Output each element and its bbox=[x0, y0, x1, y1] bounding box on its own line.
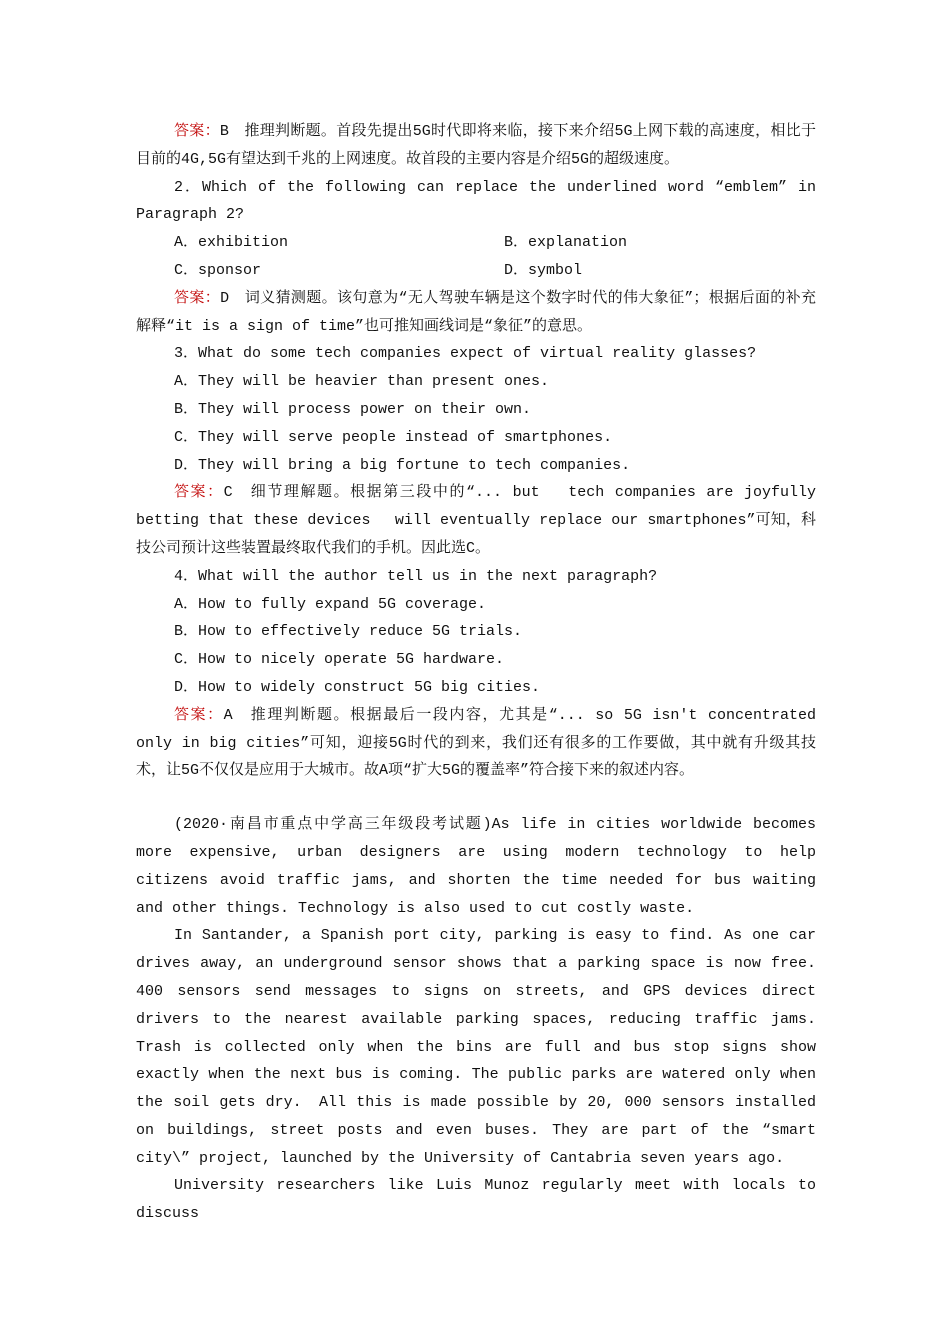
q2-options-row-1 bbox=[136, 229, 816, 257]
answer-label: 答案： bbox=[174, 484, 224, 502]
q4-option-c: C．How to nicely operate 5G hardware. bbox=[174, 651, 505, 669]
q2-answer bbox=[136, 285, 816, 341]
answer-label: 答案： bbox=[174, 706, 224, 724]
q4-option-a: A．How to fully expand 5G coverage. bbox=[174, 595, 487, 613]
q3-option-a: A．They will be heavier than present ones. bbox=[174, 373, 550, 391]
q2-option-b: B．explanation bbox=[504, 234, 628, 252]
answer-text: D 词义猜测题。该句意为“无人驾驶车辆是这个数字时代的伟大象征”；根据后面的补充解释“it is a sign of time”也可推知画线词是“象征”的意思。 bbox=[136, 289, 816, 335]
q2-option-c: C．sponsor bbox=[174, 261, 262, 279]
q3-option-d: D．They will bring a big fortune to tech companies. bbox=[174, 456, 631, 474]
q3-answer bbox=[136, 479, 816, 562]
section-gap bbox=[136, 785, 816, 811]
q2-option-d: D．symbol bbox=[504, 261, 583, 279]
q4-option-b: B．How to effectively reduce 5G trials. bbox=[174, 623, 523, 641]
q1-answer bbox=[136, 118, 816, 174]
q3-option-c: C．They will serve people instead of smartphones. bbox=[174, 428, 613, 446]
q3-stem: 3．What do some tech companies expect of virtual reality glasses? bbox=[174, 345, 757, 363]
q4-answer bbox=[136, 702, 816, 785]
answer-text: B 推理判断题。首段先提出5G时代即将来临，接下来介绍5G上网下载的高速度，相比于目前的4G,5G有望达到千兆的上网速度。故首段的主要内容是介绍5G的超级速度。 bbox=[136, 123, 816, 168]
q4-option-d: D．How to widely construct 5G big cities. bbox=[174, 678, 541, 696]
q4-stem: 4．What will the author tell us in the next paragraph? bbox=[174, 567, 658, 585]
passage-paragraph-1: (2020·南昌市重点中学高三年级段考试题)As life in cities worldwide becomes more expensive, urban designers are using modern technology to help citizens avoid traffic jams, and shorten the time needed for bus waiting and other things. Technology is also used to cut costly waste. bbox=[136, 816, 816, 917]
answer-text: C 细节理解题。根据第三段中的“... but tech companies are joyfully betting that these devices will eventually replace our smartphones”可知，科技公司预计这些装置最终取代我们的手机。因此选C。 bbox=[136, 484, 816, 557]
q3-option-b: B．They will process power on their own. bbox=[174, 400, 532, 418]
q2-option-a: A．exhibition bbox=[174, 234, 289, 252]
answer-text: A 推理判断题。根据最后一段内容，尤其是“... so 5G isn't concentrated only in big cities”可知，迎接5G时代的到来，我们还有很多的工作要做，其中就有升级其技术，让5G不仅仅是应用于大城市。故A项“扩大5G的覆盖率”符合接下来的叙述内容。 bbox=[136, 706, 816, 780]
passage-paragraph-2: In Santander, a Spanish port city, parking is easy to find. As one car drives away, an underground sensor shows that a parking space is now free. 400 sensors send messages to signs on streets, and GPS devices direct drivers to the nearest available parking spaces, reducing traffic jams. Trash is collected only when the bins are full and bus stop signs show exactly when the next bus is coming. The public parks are watered only when the soil gets dry. All this is made possible by 20, 000 sensors installed on buildings, street posts and even buses. They are part of the “smart city\” project, launched by the University of Cantabria seven years ago. bbox=[136, 927, 816, 1167]
document-page bbox=[136, 118, 816, 1228]
answer-label: 答案： bbox=[174, 289, 221, 307]
passage-paragraph-3: University researchers like Luis Munoz regularly meet with locals to discuss bbox=[136, 1177, 816, 1223]
answer-label: 答案： bbox=[174, 123, 220, 140]
q2-options-row-2 bbox=[136, 257, 816, 285]
q2-stem: 2．Which of the following can replace the underlined word “emblem” in Paragraph 2? bbox=[136, 178, 816, 224]
